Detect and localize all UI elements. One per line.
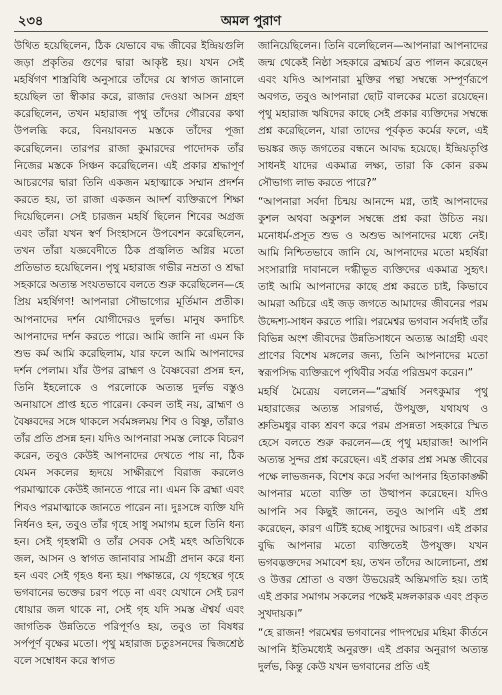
text-columns bbox=[14, 38, 488, 688]
paragraph: উথিত হয়েছিলেন, ঠিক যেভাবে বদ্ধ জীবের ইন্দ্রিয়গুলি জড়া প্রকৃতির গুণের দ্বারা আকৃষ্ট হয়। যখন সেই মহর্ষিগণ শাস্ত্রবিধি অনুসারে তাঁদের যে স্বাগত জানালে হয়েছিল তা স্বীকার করে, রাজার দেওয়া আসন গ্রহণ করেছিলেন, তখন মহারাজ পৃথু তাঁদের গৌরবের কথা উপলব্ধি করে, বিনয়াবনত মস্তকে তাঁদের পূজা করেছিলেন। তারপর রাজা কুমারদের পাদোদক তাঁর নিজের মস্তকে সিঞ্চন করেছিলেন। এই প্রকার শ্রদ্ধাপূর্ণ আচরণের দ্বারা তিনি একজন মহাত্মাকে সম্মান প্রদর্শন করতে হয়, তা রাজা একজন আদর্শ ব্যক্তিরূপে শিক্ষা দিয়েছিলেন। সেই চারজন মহর্ষি ছিলেন শিবের অগ্রজ এবং তাঁরা যখন স্বর্ণ সিংহাসনে উপবেশন করেছিলেন, তখন তাঁরা যজ্ঞবেদীতে ঠিক প্রজ্বলিত অগ্নির মতো প্রতিভাত হয়েছিলেন। পৃথু মহারাজ গভীর নম্রতা ও শ্রদ্ধা সহকারে অত্যন্ত সংযতভাবে বলতে শুরু করেছিলেন—হে প্রিয় মহর্ষিগণ! আপনারা সৌভাগ্যের মূর্তিমান প্রতীক। আপনাদের দর্শন যোগীদেরও দুর্লভ। মানুষ কদাচিৎ আপনাদের দর্শন করতে পারে। আমি জানি না এমন কি শুভ কর্ম আমি করেছিলাম, যার ফলে আমি আপনাদের দর্শন পেলাম। যাঁর উপর ব্রাহ্মণ ও বৈষ্ণবেরা প্রসন্ন হন, তিনি ইহলোকে ও পরলোকে অত্যন্ত দুর্লভ বস্তুও অনায়াসে প্রাপ্ত হতে পারেন। কেবল তাই নয়, ব্রাহ্মণ ও বৈষ্ণবদের সঙ্গে থাকলে সর্বমঙ্গলময় শিব ও বিষ্ণু, তাঁরাও তাঁর প্রতি প্রসন্ন হন। যদিও আপনারা সমস্ত লোকে বিচরণ করেন, তবুও কেউই আপনাদের দেখতে পায় না, ঠিক যেমন সকলের হৃদয়ে সাক্ষীরূপে বিরাজ করলেও পরমাত্মাকে কেউই জানতে পারে না। এমন কি ব্রহ্মা এবং শিবও পরমাত্মাকে জানতে পারেন না। দুঃসঙ্গে ব্যক্তি যদি নির্ধনও হন, তবুও তাঁর গৃহে সাধু সমাগম হলে তিনি ধন্য হন। সেই গৃহস্বামী ও তাঁর সেবক সেই মহৎ অতিথিকে জল, আসন ও স্বাগত জানাবার সামগ্রী প্রদান করে ধন্য হন এবং সেই গৃহও ধন্য হয়। পক্ষান্তরে, যে গৃহস্থের গৃহে ভগবানের ভক্তের চরণ পড়ে না এবং যেখানে সেই চরণ ধোয়ার জল থাকে না, সেই গৃহ যদি সমস্ত ঐশ্বর্য এবং জাগতিক উন্নতিতে পরিপূর্ণও হয়, তবুও তা বিষধর সর্পপূর্ণ বৃক্ষের মতো। পৃথু মহারাজ চতুঃসনদের দ্বিজশ্রেষ্ঠ বলে সম্বোধন করে স্বাগত bbox=[14, 40, 244, 668]
left-column bbox=[14, 38, 244, 688]
page-header bbox=[14, 10, 488, 32]
paragraph: “হে রাজন! পরমেশ্বর ভগবানের পাদপদ্মের মহিমা কীর্তনে আপনি ইতিমধ্যেই অনুরক্ত। এই প্রকার অনুরাগ অত্যন্ত দুর্লভ, কিন্তু কেউ যখন ভগবানের প্রতি এই bbox=[258, 627, 488, 674]
paragraph: “আপনারা সর্বদা চিন্ময় আনন্দে মগ্ন, তাই আপনাদের কুশল অথবা অকুশল সম্বন্ধে প্রশ্ন করা উচিত নয়। মনোধর্ম-প্রসূত শুভ ও অশুভ আপনাদের মধ্যে নেই। আমি নিশ্চিতভাবে জানি যে, আপনাদের মতো মহর্ষিরা সংসারাগ্নি দাবানলে দগ্ধীভূত ব্যক্তিদের একমাত্র সুহৃৎ। তাই আমি আপনাদের কাছে প্রশ্ন করতে চাই, কিভাবে আমরা অচিরে এই জড় জগতে আমাদের জীবনের পরম উদ্দেশ্য-সাধন করতে পারি। পরমেশ্বর ভগবান সর্বদাই তাঁর বিভিন্ন অংশ জীবদের উন্নতিসাধনে অত্যন্ত আগ্রহী এবং প্রাণের বিশেষ মঙ্গলের জন্য, তিনি আপনাদের মতো স্বরূপসিদ্ধ ব্যক্তিরূপে পৃথিবীর সর্বত্র পরিভ্রমণ করেন।” bbox=[258, 195, 488, 379]
right-column bbox=[258, 38, 488, 688]
paragraph: মহর্ষি মৈত্রেয় বললেন—“ব্রহ্মর্ষি সনৎকুমার পৃথু মহারাজের অত্যন্ত সারগর্ভ, উপযুক্ত, যথাযথ ও শ্রুতিমধুর বাক্য শ্রবণ করে পরম প্রসন্নতা সহকারে স্মিত হেসে বলতে শুরু করলেন—হে পৃথু মহারাজ! আপনি অত্যন্ত সুন্দর প্রশ্ন করেছেন। এই প্রকার প্রশ্ন সমস্ত জীবের পক্ষে লাভজনক, বিশেষ করে সর্বদা আপনার হিতাকাঙ্ক্ষী আপনার মতো ব্যক্তি তা উত্থাপন করেছেন। যদিও আপনি সব কিছুই জানেন, তবুও আপনি এই প্রশ্ন করেছেন, কারণ এটিই হচ্ছে সাধুদের আচরণ। এই প্রকার বুদ্ধি আপনার মতো ব্যক্তিতেই উপযুক্ত। যখন ভগবদ্ভক্তদের সমাবেশ হয়, তখন তাঁদের আলোচনা, প্রশ্ন ও উত্তর শ্রোতা ও বক্তা উভয়েরই অন্তিমগতি হয়। তাই এই প্রকার সমাগম সকলের পক্ষেই মঙ্গলকারক এবং প্রকৃত সুখদায়ক।” bbox=[258, 385, 488, 621]
paragraph: জানিয়েছিলেন। তিনি বলেছিলেন—আপনারা আপনাদের জন্ম থেকেই নিষ্ঠা সহকারে ব্রহ্মচর্য ব্রত পালন করেছেন এবং যদিও আপনারা মুক্তির পন্থা সম্বন্ধে সম্পূর্ণরূপে অবগত, তবুও আপনারা ছোট বালকের মতো রয়েছেন। পৃথু মহারাজ ঋষিদের কাছে সেই প্রকার ব্যক্তিদের সম্বন্ধে প্রশ্ন করেছিলেন, যারা তাদের পূর্বকৃত কর্মের ফলে, এই ভয়ঙ্কর জড় জগতের বন্ধনে আবদ্ধ হয়েছে। ইন্দ্রিয়তৃপ্তি সাধনই যাদের একমাত্র লক্ষ্য, তারা কি কোন রকম সৌভাগ্য লাভ করতে পারে?” bbox=[258, 40, 488, 189]
header-divider bbox=[14, 31, 488, 32]
page-number: ২৩৪ bbox=[18, 14, 44, 29]
running-title: অমল পুরাণ bbox=[220, 14, 282, 29]
